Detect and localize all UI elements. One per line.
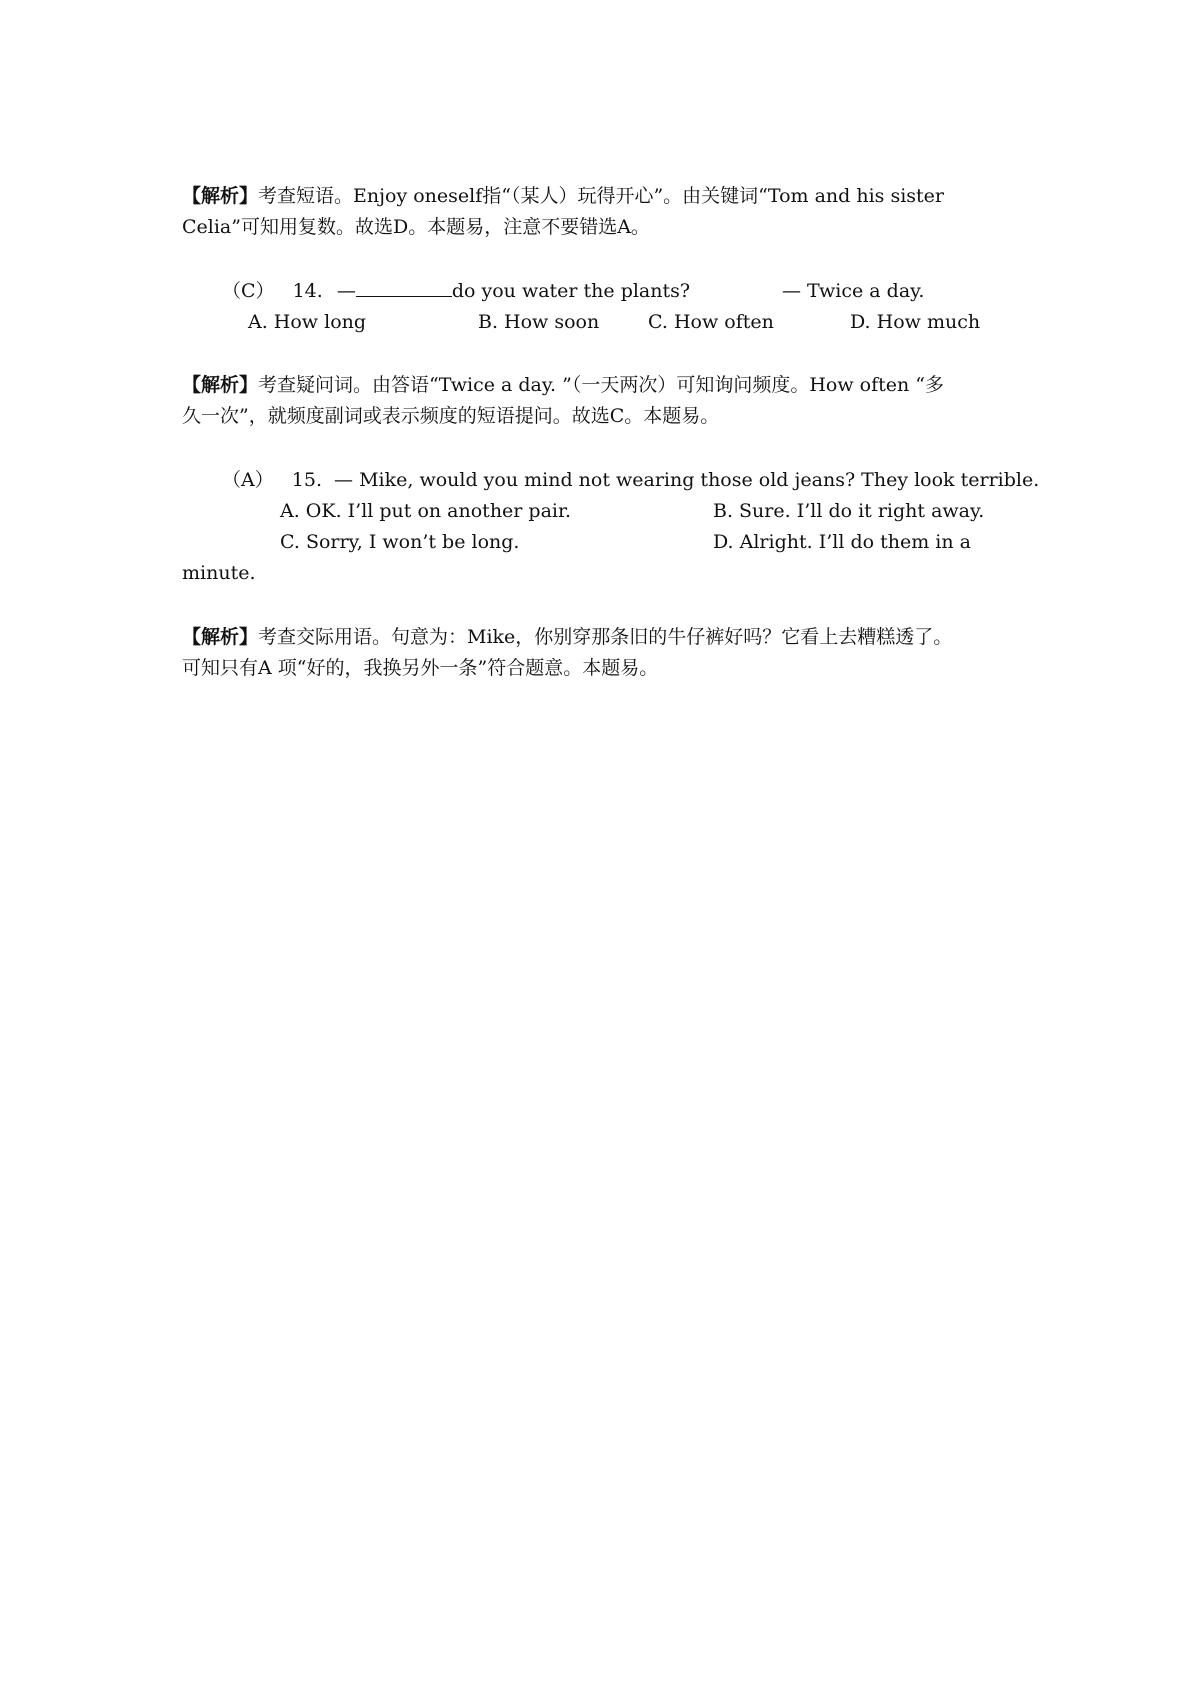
question-14-option-d: D. How much bbox=[850, 311, 981, 333]
question-14-option-c: C. How often bbox=[648, 311, 774, 333]
analysis-tag: 【解析】 bbox=[182, 185, 259, 207]
question-15-option-b: B. Sure. I’ll do it right away. bbox=[713, 500, 985, 522]
question-answer: （A） bbox=[222, 469, 274, 491]
analysis-14-line-2 bbox=[182, 401, 1022, 431]
question-stem: — Mike, would you mind not wearing those old jeans? They look terrible. bbox=[334, 469, 1040, 491]
question-15-option-a: A. OK. I’ll put on another pair. bbox=[280, 500, 572, 522]
analysis-13-line-1 bbox=[182, 181, 1022, 211]
question-number: 14. bbox=[292, 280, 323, 302]
question-15-option-c: C. Sorry, I won’t be long. bbox=[280, 531, 520, 553]
analysis-15-line-1 bbox=[182, 622, 1022, 652]
analysis-text: 考查疑问词。由答语“Twice a day. ”（一天两次）可知询问频度。How often “多 bbox=[258, 374, 945, 396]
answer-blank bbox=[356, 276, 452, 297]
analysis-text: 可知只有A 项“好的，我换另外一条”符合题意。本题易。 bbox=[182, 657, 659, 679]
analysis-text: 久一次”，就频度副词或表示频度的短语提问。故选C。本题易。 bbox=[182, 405, 720, 427]
question-14-stem bbox=[222, 276, 690, 306]
analysis-text: Celia”可知用复数。故选D。本题易，注意不要错选A。 bbox=[182, 216, 650, 238]
question-response: — Twice a day. bbox=[782, 280, 925, 302]
analysis-14-line-1 bbox=[182, 370, 1022, 400]
analysis-tag: 【解析】 bbox=[182, 374, 259, 396]
question-dash: — bbox=[336, 280, 356, 302]
question-15-option-d-continued: minute. bbox=[182, 562, 256, 584]
question-15-stem bbox=[222, 465, 1039, 495]
analysis-text: 考查短语。Enjoy oneself指“（某人）玩得开心”。由关键词“Tom and his sister bbox=[258, 185, 944, 207]
analysis-text: 考查交际用语。句意为：Mike，你别穿那条旧的牛仔裤好吗？它看上去糟糕透了。 bbox=[258, 626, 953, 648]
analysis-15-line-2 bbox=[182, 653, 1022, 683]
analysis-13-line-2 bbox=[182, 212, 1022, 242]
question-stem: do you water the plants? bbox=[451, 280, 691, 302]
analysis-tag: 【解析】 bbox=[182, 626, 259, 648]
question-14-response bbox=[782, 276, 924, 306]
question-number: 15. bbox=[291, 469, 322, 491]
question-14-option-a: A. How long bbox=[248, 311, 367, 333]
question-14-option-b: B. How soon bbox=[478, 311, 600, 333]
question-answer: （C） bbox=[222, 280, 275, 302]
question-15-option-d: D. Alright. I’ll do them in a bbox=[713, 531, 971, 553]
